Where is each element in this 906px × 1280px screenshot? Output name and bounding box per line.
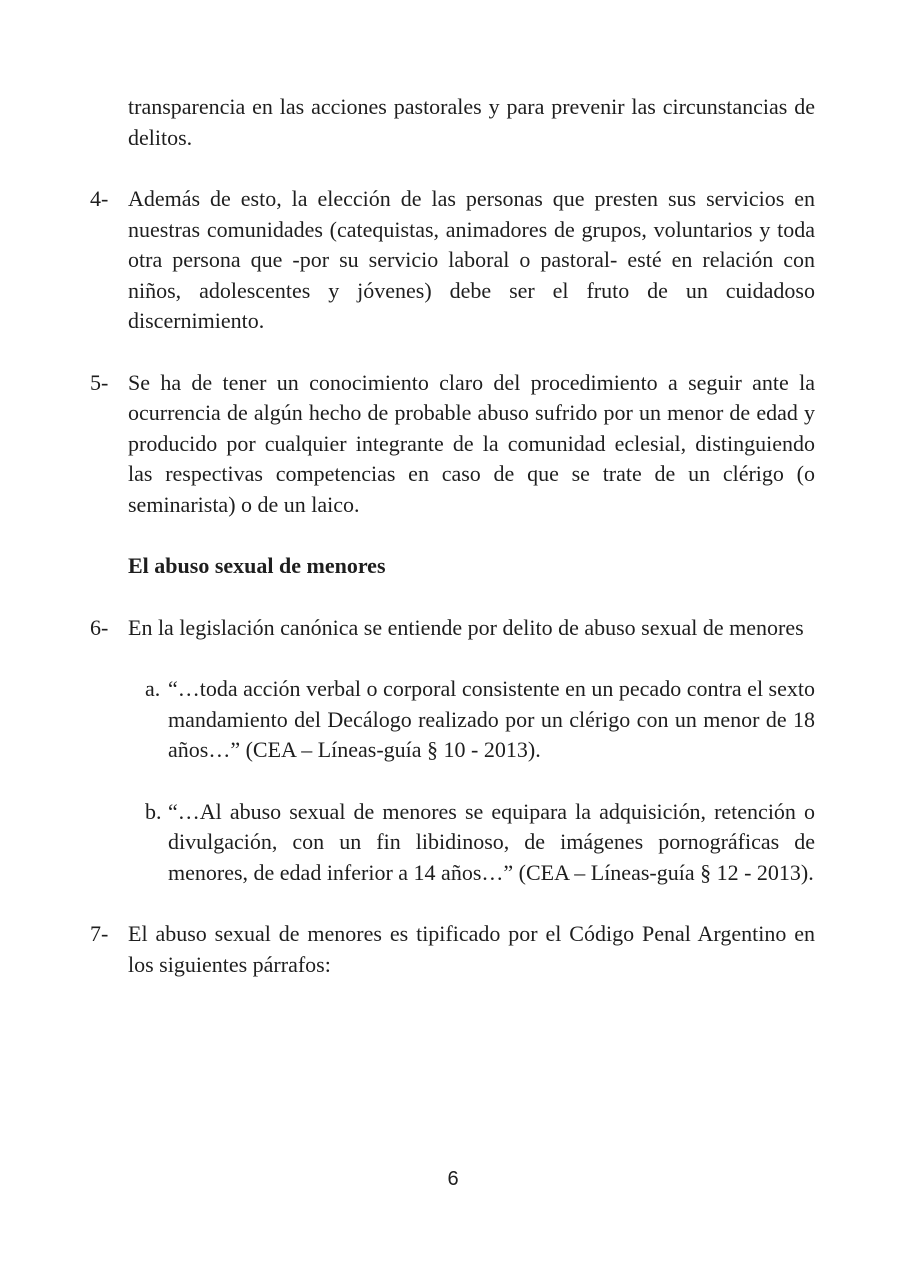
item-number-6: 6- (90, 614, 109, 640)
page-number: 6 (447, 1168, 459, 1190)
page-footer (0, 1168, 906, 1191)
section-heading: El abuso sexual de menores (128, 553, 386, 578)
lettered-item-a-text: “…toda acción verbal o corporal consistente en un pecado contra el sexto mandamiento del Decálogo realizado por un clérigo con un menor de 18 años…” (CEA – Líneas-guía § 10 - 2013). (168, 676, 815, 762)
lettered-item-b-text: “…Al abuso sexual de menores se equipara la adquisición, retención o divulgación, con un fin libidinoso, de imágenes pornográficas de menores, de edad inferior a 14 años…” (CEA – Líneas-guía § 12 - 2013). (168, 798, 815, 885)
numbered-item-7 (90, 919, 815, 980)
item-number-7: 7- (90, 921, 109, 946)
lettered-item-b (145, 797, 815, 889)
numbered-item-6-text: En la legislación canónica se entiende por delito de abuso sexual de menores (128, 614, 804, 640)
item-number-4: 4- (90, 186, 109, 211)
lettered-item-a (145, 674, 815, 766)
paragraph-continuation: transparencia en las acciones pastorales y para prevenir las circunstancias de delitos. (128, 94, 815, 150)
item-letter-a: a. (145, 676, 161, 701)
numbered-item-7-text: El abuso sexual de menores es tipificado por el Código Penal Argentino en los siguientes párrafos: (128, 921, 815, 977)
numbered-item-4-text: Además de esto, la elección de las personas que presten sus servicios en nuestras comunidades (catequistas, animadores de grupos, voluntarios y toda otra persona que -por su servicio laboral o pastoral- esté en relación con niños, adolescentes y jóvenes) debe ser el fruto de un cuidadoso discernimiento. (128, 186, 815, 333)
item-letter-b: b. (145, 798, 162, 824)
numbered-item-5-text: Se ha de tener un conocimiento claro del procedimiento a seguir ante la ocurrencia de algún hecho de probable abuso sufrido por un menor de edad y producido por cualquier integrante de la comunidad eclesial, distinguiendo las respectivas competencias en caso de que se trate de un clérigo (o seminarista) o de un laico. (128, 369, 815, 517)
numbered-item-5 (90, 368, 815, 521)
item-number-5: 5- (90, 369, 109, 395)
numbered-item-6 (90, 613, 815, 644)
numbered-item-4 (90, 184, 815, 337)
page-content (90, 0, 815, 1011)
